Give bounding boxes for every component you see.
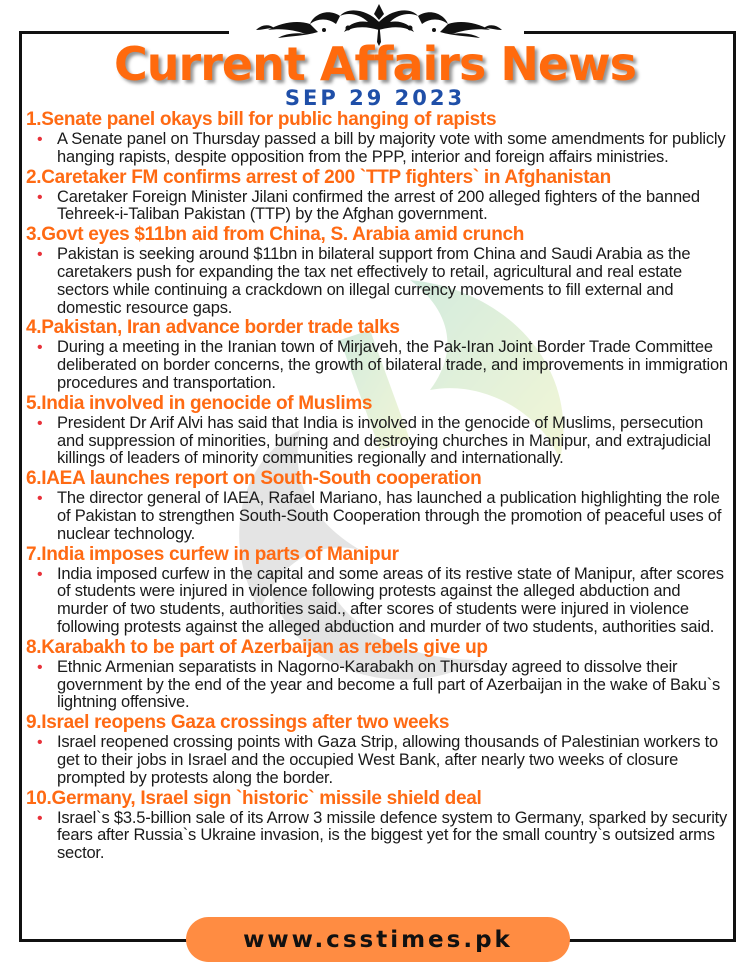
frame-top-left-line <box>19 31 229 34</box>
news-headline: 7.India imposes curfew in parts of Manipur <box>26 543 399 565</box>
bullet-icon: • <box>37 490 43 508</box>
news-headline: 3.Govt eyes $11bn aid from China, S. Arabia amid crunch <box>26 224 525 246</box>
news-summary <box>26 246 730 317</box>
news-summary-text: President Dr Arif Alvi has said that India is involved in the genocide of Muslims, persecution and suppression of minorities, burning and destroying churches in Manipur, and extrajudicial killings of leaders of minority communities regionally and internationally. <box>57 413 711 468</box>
news-headline: 10.Germany, Israel sign `historic` missile shield deal <box>26 787 482 809</box>
news-summary-text: Israel`s $3.5-billion sale of its Arrow 3 missile defence system to Germany, sparked by security fears after Russia`s Ukraine invasion, is the biggest yet for the small country`s outsized arms sector. <box>57 808 728 863</box>
page-date: SEP 29 2023 <box>284 86 466 110</box>
news-summary-text: India imposed curfew in the capital and some areas of its restive state of Manipur, after scores of students were injured in violence following protests against the alleged abduction and murder of two students, authorities said., after scores of students were injured in violence following protests against the alleged abduction and murder of two students, authorities said. <box>57 564 724 636</box>
bullet-icon: • <box>37 658 43 676</box>
news-summary <box>26 734 730 787</box>
news-summary <box>26 415 730 468</box>
news-summary <box>26 189 730 225</box>
news-summary-text: Pakistan is seeking around $11bn in bilateral support from China and Saudi Arabia as the caretakers push for expanding the tax net effectively to retail, agricultural and real estate sectors while continuing a crackdown on illegal currency movements to fill external and domestic resource gaps. <box>57 245 691 317</box>
news-summary-text: Ethnic Armenian separatists in Nagorno-Karabakh on Thursday agreed to dissolve their government by the end of the year and become a full part of Azerbaijan in the wake of Baku`s lightning offensive. <box>57 657 721 712</box>
news-item <box>26 637 730 712</box>
news-item <box>26 109 730 167</box>
news-headline: 5.India involved in genocide of Muslims <box>26 392 373 414</box>
news-summary-text: The director general of IAEA, Rafael Mariano, has launched a publication highlighting the role of Pakistan to strengthen South-South Cooperation through the promotion of peaceful uses of nuclear technology. <box>57 489 722 543</box>
news-summary <box>26 810 730 863</box>
news-item <box>26 544 730 637</box>
bullet-icon: • <box>37 131 43 148</box>
news-item <box>26 317 730 392</box>
frame-top-right-line <box>524 31 736 34</box>
news-headline: 8.Karabakh to be part of Azerbaijan as rebels give up <box>26 636 488 658</box>
news-summary <box>26 659 730 712</box>
frame-right-line <box>733 31 736 942</box>
page-title: Current Affairs News <box>114 37 636 91</box>
news-item <box>26 468 730 543</box>
news-summary <box>26 339 730 392</box>
news-item <box>26 788 730 863</box>
news-headline: 1.Senate panel okays bill for public hanging of rapists <box>26 109 497 130</box>
bullet-icon: • <box>37 246 43 264</box>
bullet-icon: • <box>37 734 43 752</box>
news-headline: 4.Pakistan, Iran advance border trade talks <box>26 317 400 339</box>
website-badge[interactable] <box>186 917 570 962</box>
bullet-icon: • <box>37 414 43 432</box>
news-summary-text: Caretaker Foreign Minister Jilani confirmed the arrest of 200 alleged fighters of the banned Tehreek-i-Taliban Pakistan (TTP) by the Afghan government. <box>57 187 700 224</box>
news-list <box>26 109 730 863</box>
frame-left-line <box>19 31 22 942</box>
news-item <box>26 167 730 225</box>
news-summary-text: During a meeting in the Iranian town of Mirjaveh, the Pak-Iran Joint Border Trade Committee deliberated on border concerns, the growth of bilateral trade, and improvements in immigration procedures and transportation. <box>57 338 728 392</box>
news-summary-text: A Senate panel on Thursday passed a bill by majority vote with some amendments for publicly hanging rapists, despite opposition from the PPP, interior and foreign affairs ministries. <box>57 130 726 166</box>
news-summary <box>26 490 730 543</box>
bullet-icon: • <box>37 809 43 827</box>
news-item <box>26 712 730 787</box>
news-summary <box>26 566 730 637</box>
bullet-icon: • <box>37 188 43 206</box>
news-summary-text: Israel reopened crossing points with Gaza Strip, allowing thousands of Palestinian workers to get to their jobs in Israel and the occupied West Bank, after nearly two weeks of closure prompted by protests along the border. <box>57 733 719 787</box>
news-summary <box>26 131 730 167</box>
news-item <box>26 393 730 468</box>
news-item <box>26 224 730 317</box>
news-headline: 2.Caretaker FM confirms arrest of 200 `TTP fighters` in Afghanistan <box>26 166 611 188</box>
news-headline: 6.IAEA launches report on South-South cooperation <box>26 468 482 490</box>
bullet-icon: • <box>37 565 43 583</box>
bullet-icon: • <box>37 339 43 357</box>
news-headline: 9.Israel reopens Gaza crossings after two weeks <box>26 712 450 734</box>
website-link[interactable]: www.csstimes.pk <box>243 926 513 953</box>
